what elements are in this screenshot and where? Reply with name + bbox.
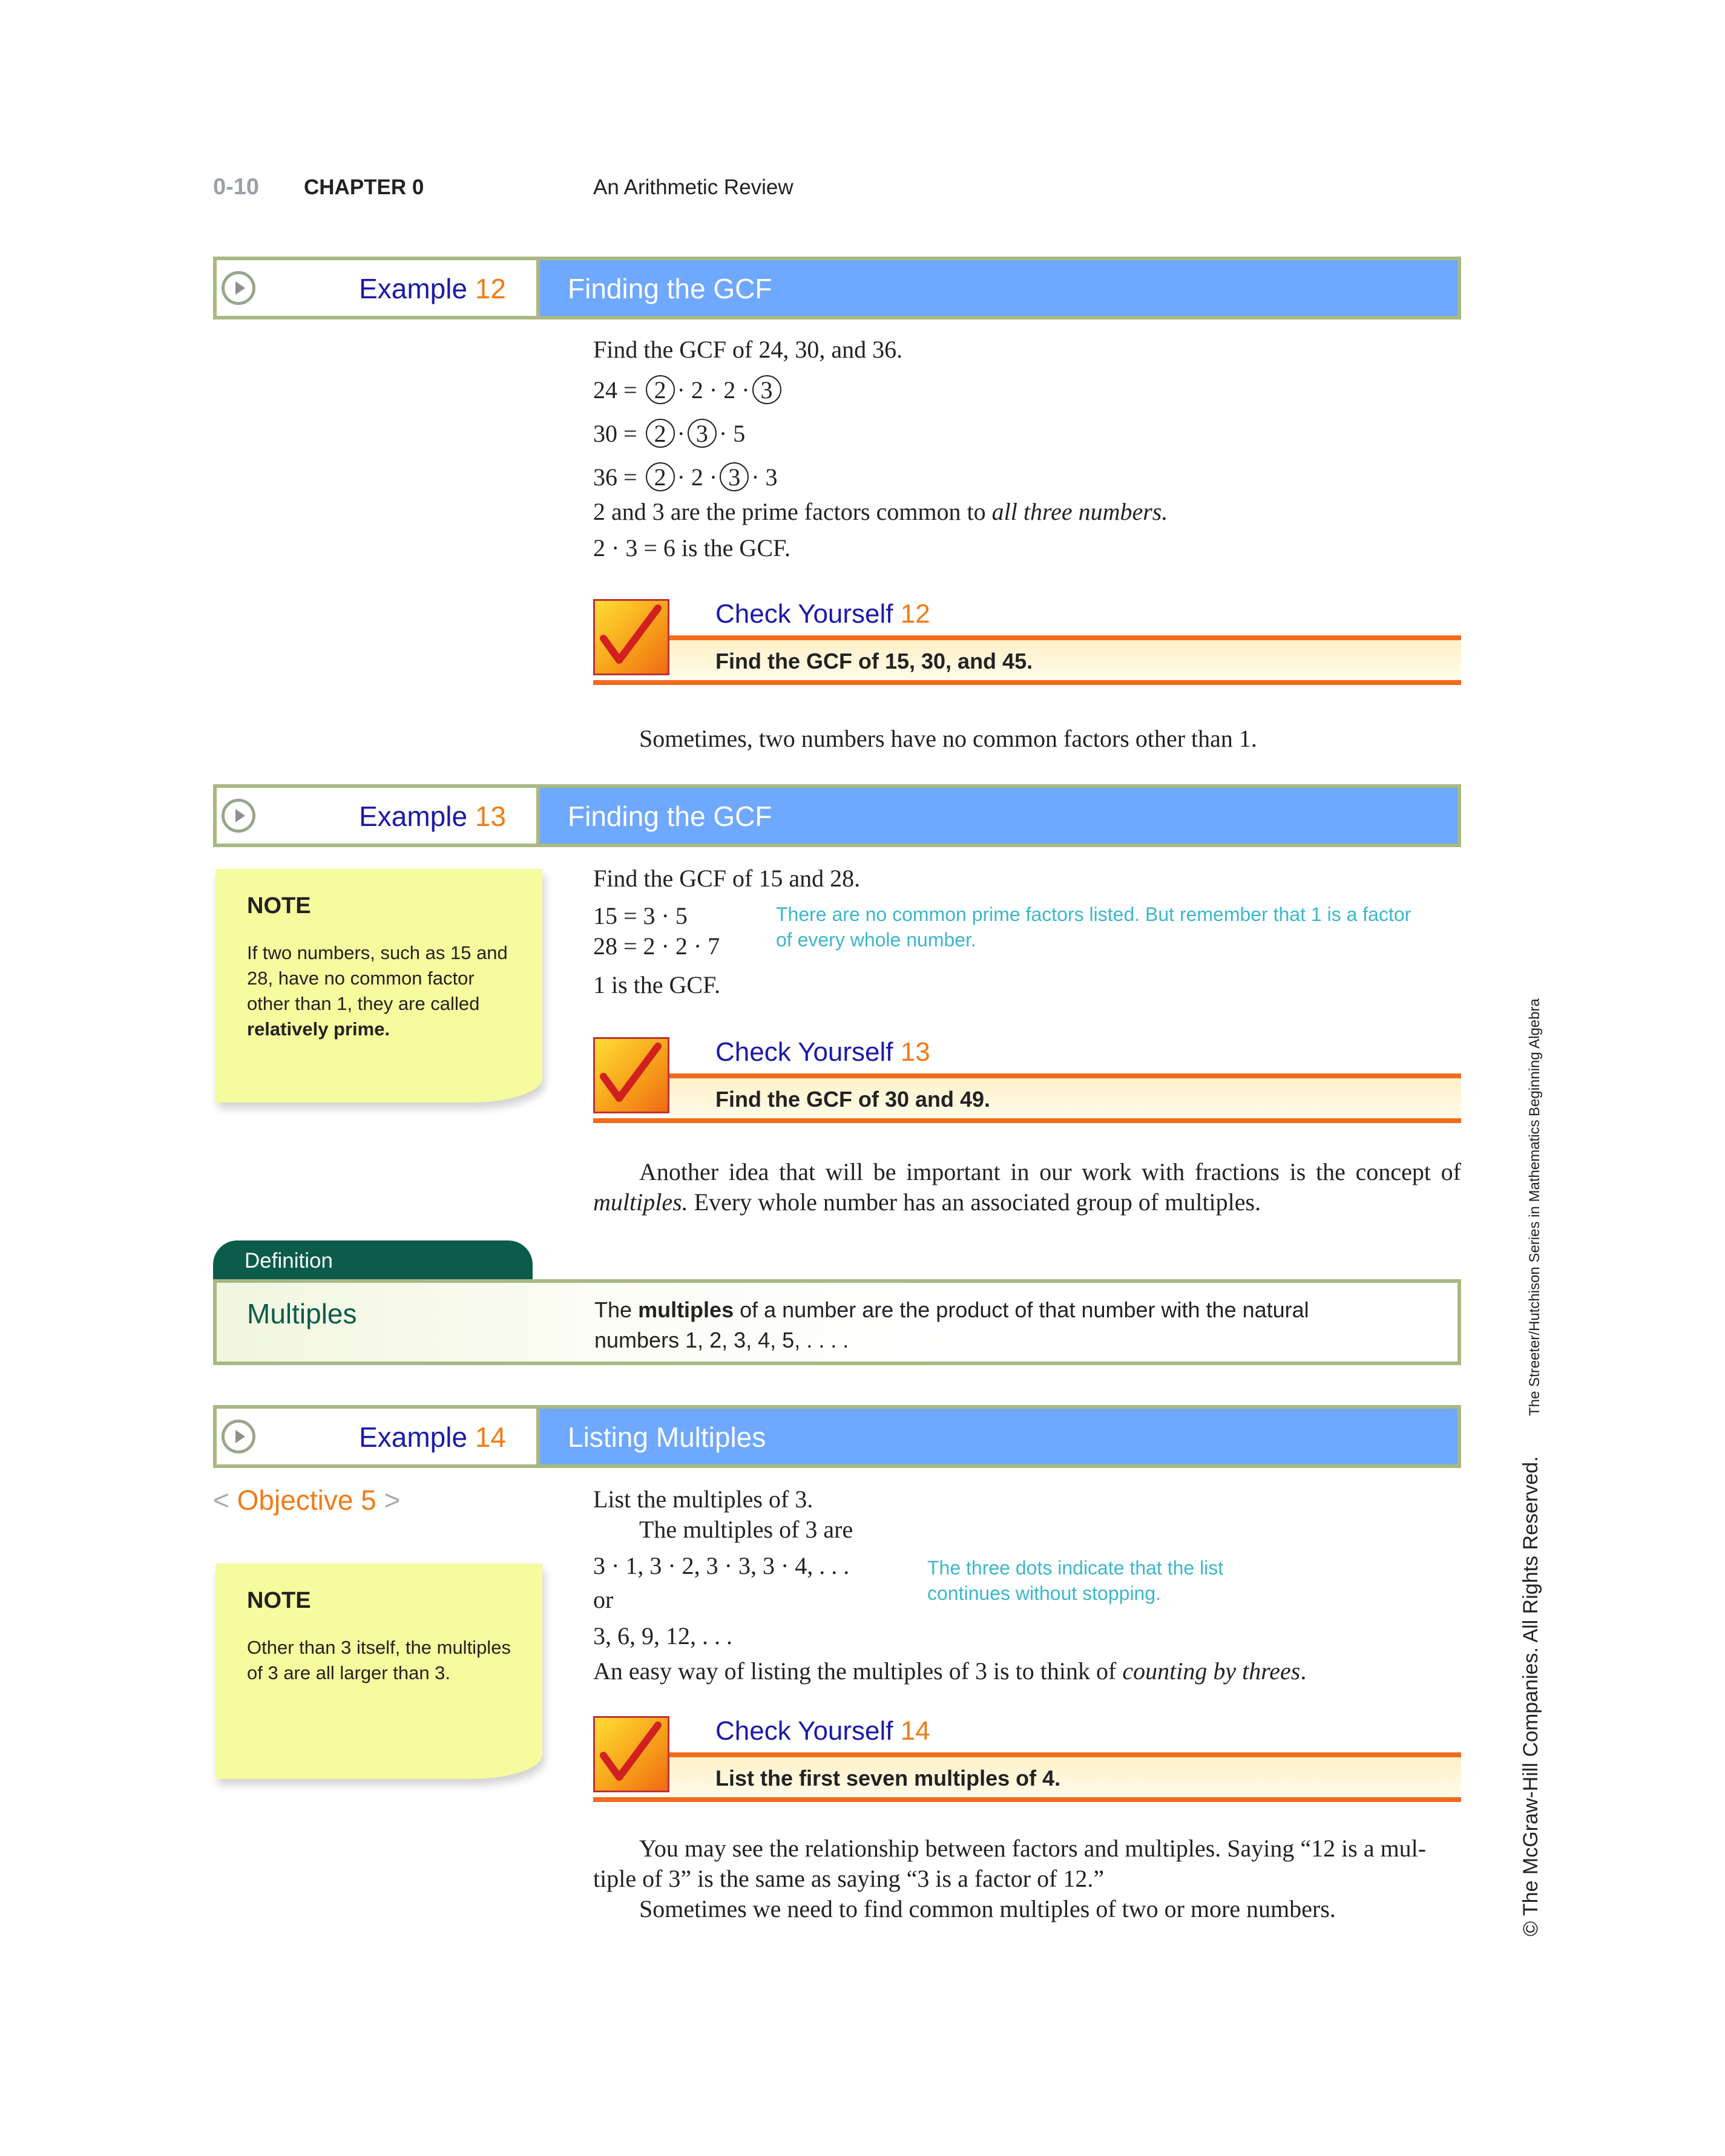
factor-line-30: 30 = 2 · 3 · 5: [593, 420, 746, 447]
paragraph-relationship-line1: You may see the relationship between factors and multiples. Saying “12 is a mul-: [639, 1835, 1427, 1862]
multiples-products: 3 · 1, 3 · 2, 3 · 3, 3 · 4, . . .: [593, 1552, 850, 1579]
gcf-result: 2 · 3 = 6 is the GCF.: [593, 534, 791, 562]
example-label: Example 14: [359, 1421, 506, 1453]
example-13-prompt: Find the GCF of 15 and 28.: [593, 865, 861, 892]
example-label: Example 12: [359, 273, 506, 304]
example-label: Example 13: [359, 801, 506, 832]
note-heading: NOTE: [247, 1588, 311, 1613]
gcf-result: 1 is the GCF.: [593, 971, 721, 998]
note-heading: NOTE: [247, 893, 311, 919]
common-factors-text: 2 and 3 are the prime factors common to all three numbers.: [593, 498, 1168, 525]
example-title: Listing Multiples: [568, 1421, 766, 1453]
aside-note: There are no common prime factors listed. But remember that 1 is a factor of every whole number.: [776, 903, 1411, 951]
example-12-banner: [213, 257, 1461, 317]
paragraph-common-multiples: Sometimes we need to find common multiples of two or more numbers.: [639, 1895, 1336, 1922]
objective-marker: < Objective 5 >: [213, 1484, 401, 1516]
checkmark-icon: [593, 599, 669, 675]
aside-note: The three dots indicate that the list continues without stopping.: [927, 1557, 1224, 1604]
check-yourself-title: Check Yourself 14: [715, 1716, 930, 1746]
chapter-title: An Arithmetic Review: [593, 175, 794, 199]
definition-tab: Definition: [213, 1240, 533, 1280]
factor-line-28: 28 = 2 · 2 · 7: [593, 932, 720, 960]
check-yourself-12: [593, 599, 1461, 702]
play-arrow-icon: [222, 799, 255, 833]
chapter-label: CHAPTER 0: [304, 175, 424, 199]
check-yourself-14: [593, 1716, 1461, 1819]
definition-text: The multiples of a number are the product of that number with the natural numbers 1, 2, 3, 4, 5, . . . .: [594, 1297, 1309, 1352]
note-relatively-prime: [215, 869, 542, 1103]
note-text: If two numbers, such as 15 and 28, have no common factor other than 1, they are called relatively prime.: [247, 942, 508, 1040]
paragraph-no-common: Sometimes, two numbers have no common factors other than 1.: [639, 725, 1257, 752]
factor-line-24: 24 = 2 · 2 · 2 · 3: [593, 375, 784, 404]
note-multiples-larger: [215, 1564, 542, 1779]
check-yourself-text: List the first seven multiples of 4.: [715, 1766, 1061, 1791]
example-title: Finding the GCF: [568, 273, 772, 304]
check-yourself-title: Check Yourself 13: [715, 1037, 930, 1067]
book-title: Beginning Algebra: [1526, 998, 1543, 1116]
multiples-intro: The multiples of 3 are: [639, 1516, 853, 1543]
factor-line-15: 15 = 3 · 5: [593, 902, 688, 929]
checkmark-icon: [593, 1716, 669, 1792]
definition-term: Multiples: [247, 1298, 357, 1329]
check-yourself-13: [593, 1037, 1461, 1140]
checkmark-icon: [593, 1037, 669, 1113]
play-arrow-icon: [222, 1420, 255, 1453]
side-credits: [1519, 998, 1556, 1948]
example-14-prompt: List the multiples of 3.: [593, 1486, 813, 1513]
multiples-values: 3, 6, 9, 12, . . .: [593, 1622, 732, 1650]
factor-line-36: 36 = 2 · 2 · 3 · 3: [593, 464, 778, 491]
example-12-prompt: Find the GCF of 24, 30, and 36.: [593, 336, 903, 363]
page-number: 0-10: [213, 174, 260, 200]
check-yourself-text: Find the GCF of 15, 30, and 45.: [715, 649, 1033, 673]
check-yourself-text: Find the GCF of 30 and 49.: [715, 1087, 991, 1112]
definition-box: [213, 1279, 1461, 1365]
counting-by-threes: An easy way of listing the multiples of 3 is to think of counting by threes.: [593, 1657, 1307, 1685]
play-arrow-icon: [222, 271, 255, 305]
or-text: or: [593, 1586, 614, 1613]
copyright-notice: © The McGraw-Hill Companies. All Rights Reserved.: [1519, 1456, 1542, 1936]
paragraph-relationship-line2: tiple of 3” is the same as saying “3 is a factor of 12.”: [593, 1865, 1105, 1892]
example-14-banner: [213, 1405, 1461, 1466]
check-yourself-title: Check Yourself 12: [715, 599, 930, 629]
example-13-banner: [213, 784, 1461, 845]
paragraph-multiples: Another idea that will be important in our work with fractions is the concept of multiples. Every whole number has an associated group of multiples.: [593, 1158, 1461, 1216]
note-text: Other than 3 itself, the multiples of 3 are all larger than 3.: [247, 1637, 511, 1683]
example-title: Finding the GCF: [568, 801, 772, 832]
series-title: The Streeter/Hutchison Series in Mathematics: [1526, 1119, 1543, 1416]
